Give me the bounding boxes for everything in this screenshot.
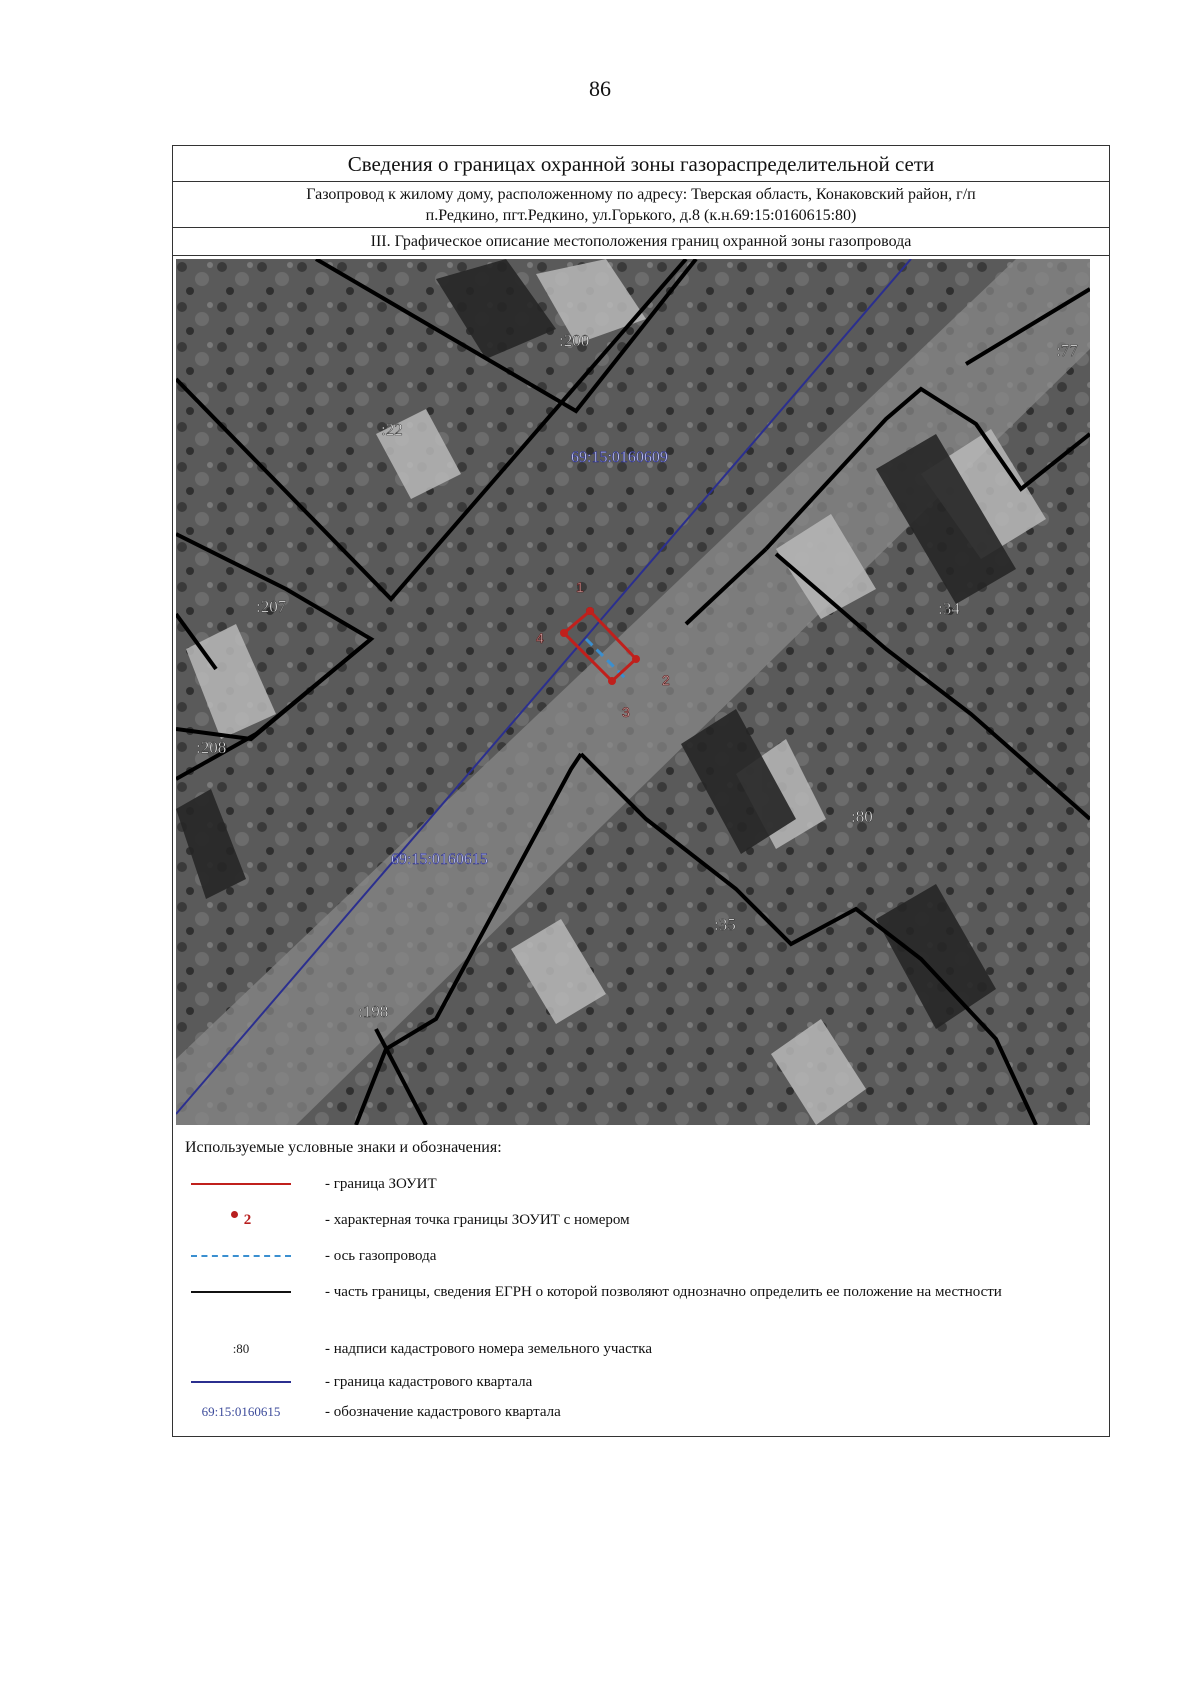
document-title: Сведения о границах охранной зоны газораспределительной сети xyxy=(173,146,1109,182)
parcel-label-22: :22 xyxy=(381,420,403,439)
point-label-4: 4 xyxy=(536,630,544,646)
blue-dashed-line-icon xyxy=(191,1255,291,1257)
quarter-label-symbol: 69:15:0160615 xyxy=(201,1404,281,1419)
parcel-label-34: :34 xyxy=(938,599,960,618)
parcel-label-80: :80 xyxy=(851,807,873,826)
cadastral-map[interactable] xyxy=(176,259,1090,1125)
red-solid-line-icon xyxy=(191,1183,291,1185)
cadastral-number-symbol: :80 xyxy=(232,1341,250,1356)
document-frame xyxy=(172,145,1110,1437)
red-point-icon xyxy=(231,1211,238,1218)
point-label-2: 2 xyxy=(662,672,670,688)
quarter-label-0160609: 69:15:0160609 xyxy=(571,449,668,466)
object-description xyxy=(173,182,1109,228)
parcel-label-200: :200 xyxy=(559,331,590,350)
legend-text: - надписи кадастрового номера земельного участка xyxy=(325,1341,653,1357)
legend-text: - граница кадастрового квартала xyxy=(325,1374,533,1390)
parcel-label-35: :35 xyxy=(714,915,736,934)
legend-text: - граница ЗОУИТ xyxy=(325,1176,437,1192)
map-svg xyxy=(176,259,1090,1125)
object-description-line-2: п.Редкино, пгт.Редкино, ул.Горького, д.8 (к.н.69:15:0160615:80) xyxy=(425,207,857,224)
parcel-label-198: :198 xyxy=(358,1002,389,1021)
legend-text: - обозначение кадастрового квартала xyxy=(325,1404,561,1420)
legend-text: - часть границы, сведения ЕГРН о которой позволяют однозначно определить ее положение на местности xyxy=(325,1284,1002,1300)
navy-solid-line-icon xyxy=(191,1381,291,1383)
quarter-label-0160615: 69:15:0160615 xyxy=(391,851,488,868)
legend-title: Используемые условные знаки и обозначения: xyxy=(185,1139,502,1156)
point-label-3: 3 xyxy=(622,704,630,720)
parcel-label-207: :207 xyxy=(256,597,287,616)
object-description-line-1: Газопровод к жилому дому, расположенному по адресу: Тверская область, Конаковский район, г/п xyxy=(306,186,976,203)
section-title: III. Графическое описание местоположения границ охранной зоны газопровода xyxy=(173,228,1109,256)
parcel-label-208: :208 xyxy=(196,738,227,757)
legend-text: - ось газопровода xyxy=(325,1248,437,1264)
parcel-label-77: :77 xyxy=(1056,341,1078,360)
black-solid-line-icon xyxy=(191,1291,291,1293)
point-label-1: 1 xyxy=(576,579,584,595)
legend-text: - характерная точка границы ЗОУИТ с номером xyxy=(325,1212,630,1228)
page-number: 86 xyxy=(589,76,611,101)
point-number-symbol: 2 xyxy=(243,1212,252,1228)
